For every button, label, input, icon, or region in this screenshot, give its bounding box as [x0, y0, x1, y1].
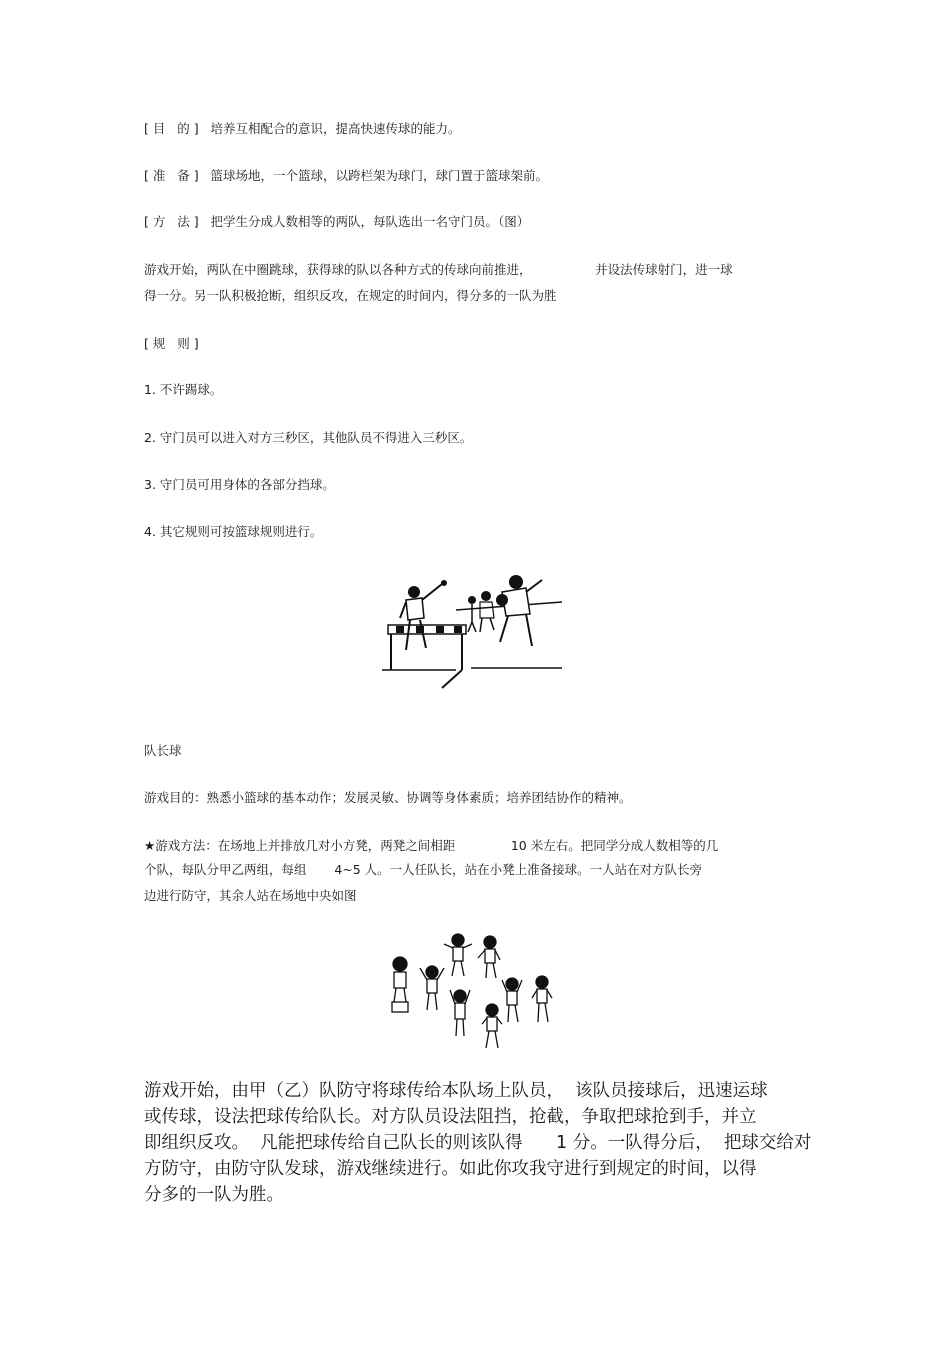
section-title: 队长球: [144, 743, 182, 758]
hurdle-goal-illustration: [376, 570, 568, 710]
children-circle-illustration: [382, 930, 564, 1054]
paragraph-line-3: 即组织反攻。 凡能把球传给自己队长的则该队得 1 分。一队得分后， 把球交给对: [144, 1133, 812, 1153]
desc-line-2: 得一分。另一队积极抢断，组织反攻，在规定的时间内，得分多的一队为胜: [144, 288, 557, 303]
game-method-line-2: 个队，每队分甲乙两组，每组 4~5 人。一人任队长，站在小凳上准备接球。一人站在对方队长旁: [144, 862, 703, 877]
paragraph-line-2: 或传球，设法把球传给队长。对方队员设法阻挡，抢截，争取把球抢到手，并立: [144, 1107, 757, 1127]
game-goal-line: 游戏目的：熟悉小篮球的基本动作；发展灵敏、协调等身体素质；培养团结协作的精神。: [144, 790, 632, 805]
rule-item-2: 2. 守门员可以进入对方三秒区，其他队员不得进入三秒区。: [144, 430, 473, 445]
paragraph-line-1: 游戏开始，由甲（乙）队防守将球传给本队场上队员， 该队员接球后，迅速运球: [144, 1081, 768, 1101]
method-line: [ 方 法 ] 把学生分成人数相等的两队，每队选出一名守门员。（图）: [144, 214, 530, 229]
paragraph-line-5: 分多的一队为胜。: [144, 1185, 284, 1205]
paragraph-line-4: 方防守，由防守队发球，游戏继续进行。如此你攻我守进行到规定的时间，以得: [144, 1159, 757, 1179]
prep-line: [ 准 备 ] 篮球场地，一个篮球，以跨栏架为球门，球门置于篮球架前。: [144, 168, 549, 183]
rule-item-1: 1. 不许踢球。: [144, 382, 223, 397]
game-method-line-3: 边进行防守，其余人站在场地中央如图: [144, 888, 357, 903]
rules-title: [ 规 则 ]: [144, 336, 199, 351]
desc-line-1: 游戏开始，两队在中圈跳球，获得球的队以各种方式的传球向前推进， 并设法传球射门，进一球: [144, 262, 733, 277]
game-method-line-1: ★游戏方法：在场地上并排放几对小方凳，两凳之间相距 10 米左右。把同学分成人数相等的几: [144, 838, 719, 853]
purpose-line: [ 目 的 ] 培养互相配合的意识，提高快速传球的能力。: [144, 121, 461, 136]
rule-item-3: 3. 守门员可用身体的各部分挡球。: [144, 477, 335, 492]
rule-item-4: 4. 其它规则可按篮球规则进行。: [144, 524, 323, 539]
